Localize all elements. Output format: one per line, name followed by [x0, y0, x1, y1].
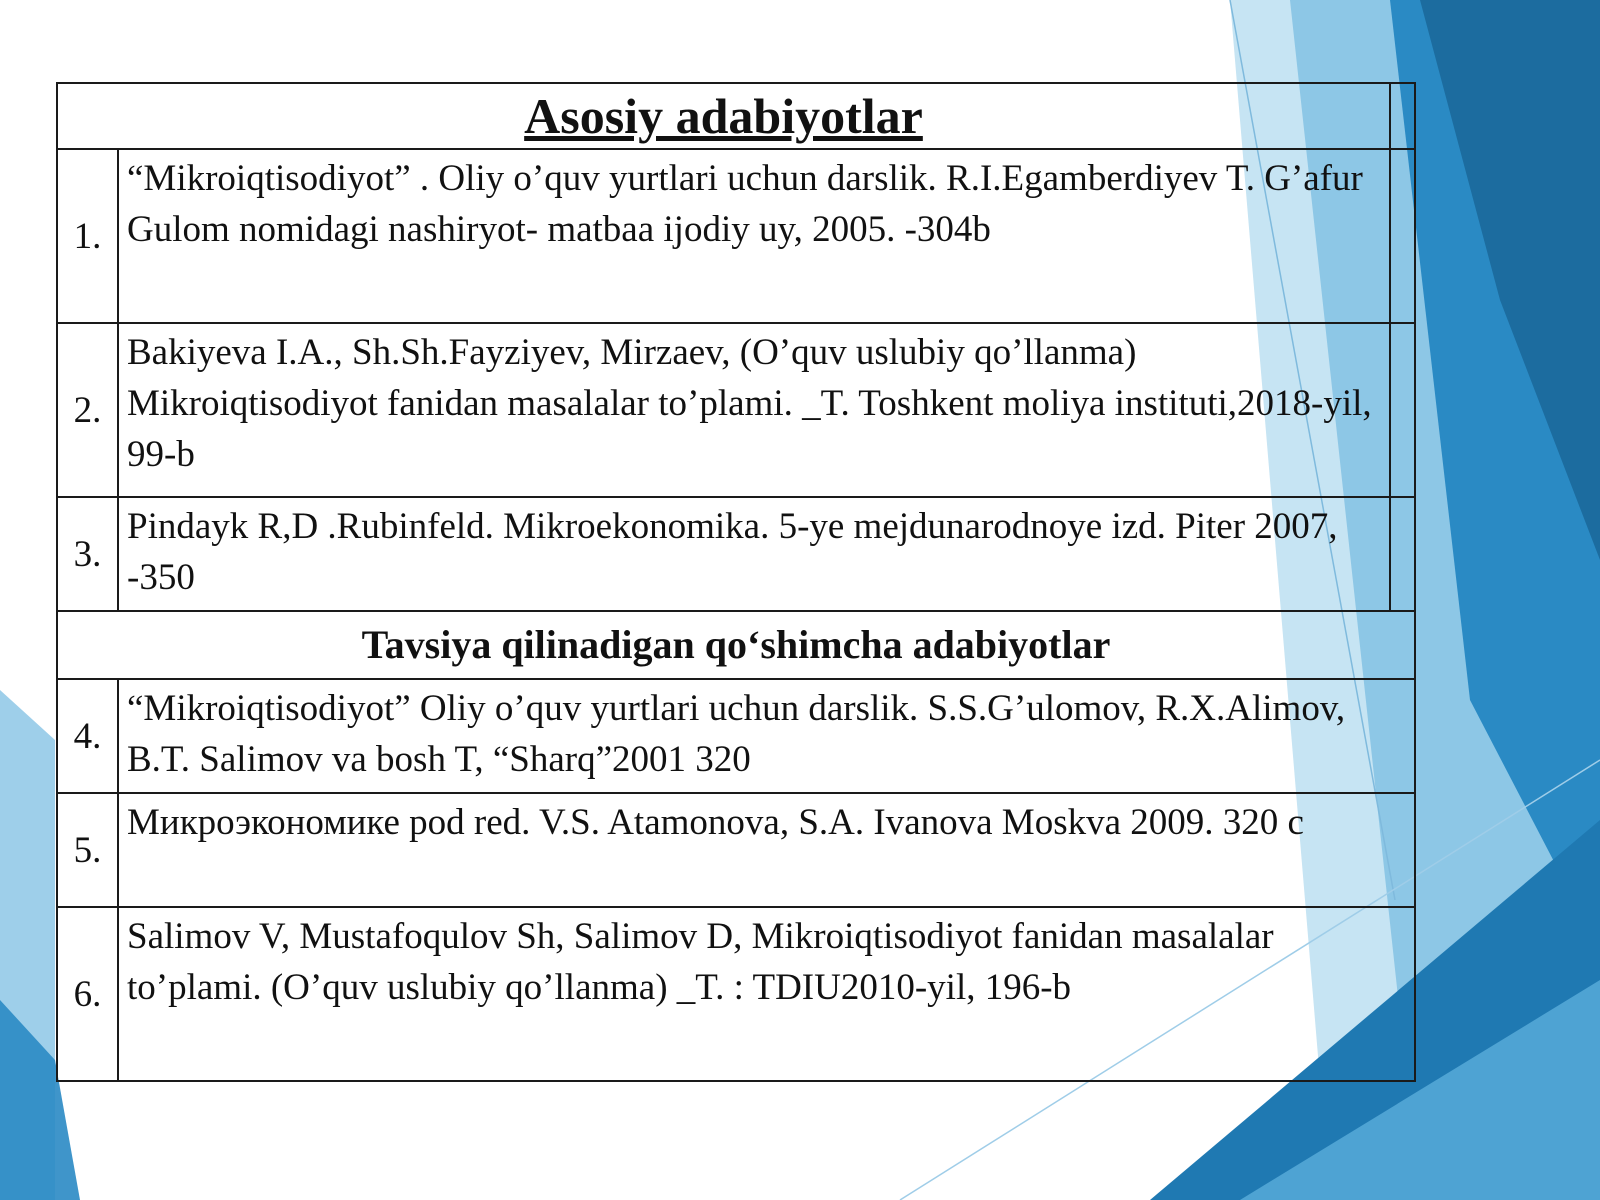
entry-number: 5. [57, 793, 118, 907]
table-row [57, 497, 1415, 611]
table-row [57, 323, 1415, 497]
entry-number: 4. [57, 679, 118, 793]
entry-text: Pindayk R,D .Rubinfeld. Mikroekonomika. 5-ye mejdunarodnoye izd. Piter 2007, -350 [127, 506, 1338, 598]
entry-text: “Mikroiqtisodiyot” . Oliy o’quv yurtlari uchun darslik. R.I.Egamberdiyev T. G’afur Gulom nomidagi nashiryot- matbaa ijodiy uy, 2005. -304b [127, 158, 1363, 250]
table-row [57, 149, 1415, 323]
side-column-cell [1390, 323, 1415, 497]
entry-number: 3. [57, 497, 118, 611]
table-row [57, 679, 1415, 793]
entry-text-cell [118, 149, 1390, 323]
entry-text-cell [118, 793, 1415, 907]
entry-text: Salimov V, Mustafoqulov Sh, Salimov D, Mikroiqtisodiyot fanidan masalalar to’plami. (O’quv uslubiy qo’llanma) _T. : TDIU2010-yil, 196-b [127, 916, 1274, 1008]
entry-text-cell [118, 679, 1415, 793]
entry-text-cell [118, 907, 1415, 1081]
main-heading-cell [57, 83, 1390, 149]
references-table [56, 82, 1416, 1082]
entry-text: Микроэкономике pod red. V.S. Atamonova, S.A. Ivanova Moskva 2009. 320 c [127, 802, 1304, 843]
table-row [57, 907, 1415, 1081]
main-heading: Asosiy adabiyotlar [524, 88, 923, 144]
side-column-cell [1390, 83, 1415, 149]
additional-heading: Tavsiya qilinadigan qo‘shimcha adabiyotlar [361, 622, 1111, 667]
entry-text-cell [118, 323, 1390, 497]
entry-text: “Mikroiqtisodiyot” Oliy o’quv yurtlari uchun darslik. S.S.G’ulomov, R.X.Alimov, B.T. Salimov va bosh T, “Sharq”2001 320 [127, 688, 1346, 780]
table-row [57, 793, 1415, 907]
side-column-cell [1390, 497, 1415, 611]
entry-text: Bakiyeva I.A., Sh.Sh.Fayziyev, Mirzaev, (O’quv uslubiy qo’llanma) Mikroiqtisodiyot fanidan masalalar to’plami. _T. Toshkent moliya instituti,2018-yil, 99-b [127, 332, 1372, 475]
additional-heading-row [57, 611, 1415, 679]
entry-number: 2. [57, 323, 118, 497]
main-heading-row [57, 83, 1415, 149]
additional-heading-cell [57, 611, 1415, 679]
entry-number: 1. [57, 149, 118, 323]
entry-number: 6. [57, 907, 118, 1081]
entry-text-cell [118, 497, 1390, 611]
side-column-cell [1390, 149, 1415, 323]
